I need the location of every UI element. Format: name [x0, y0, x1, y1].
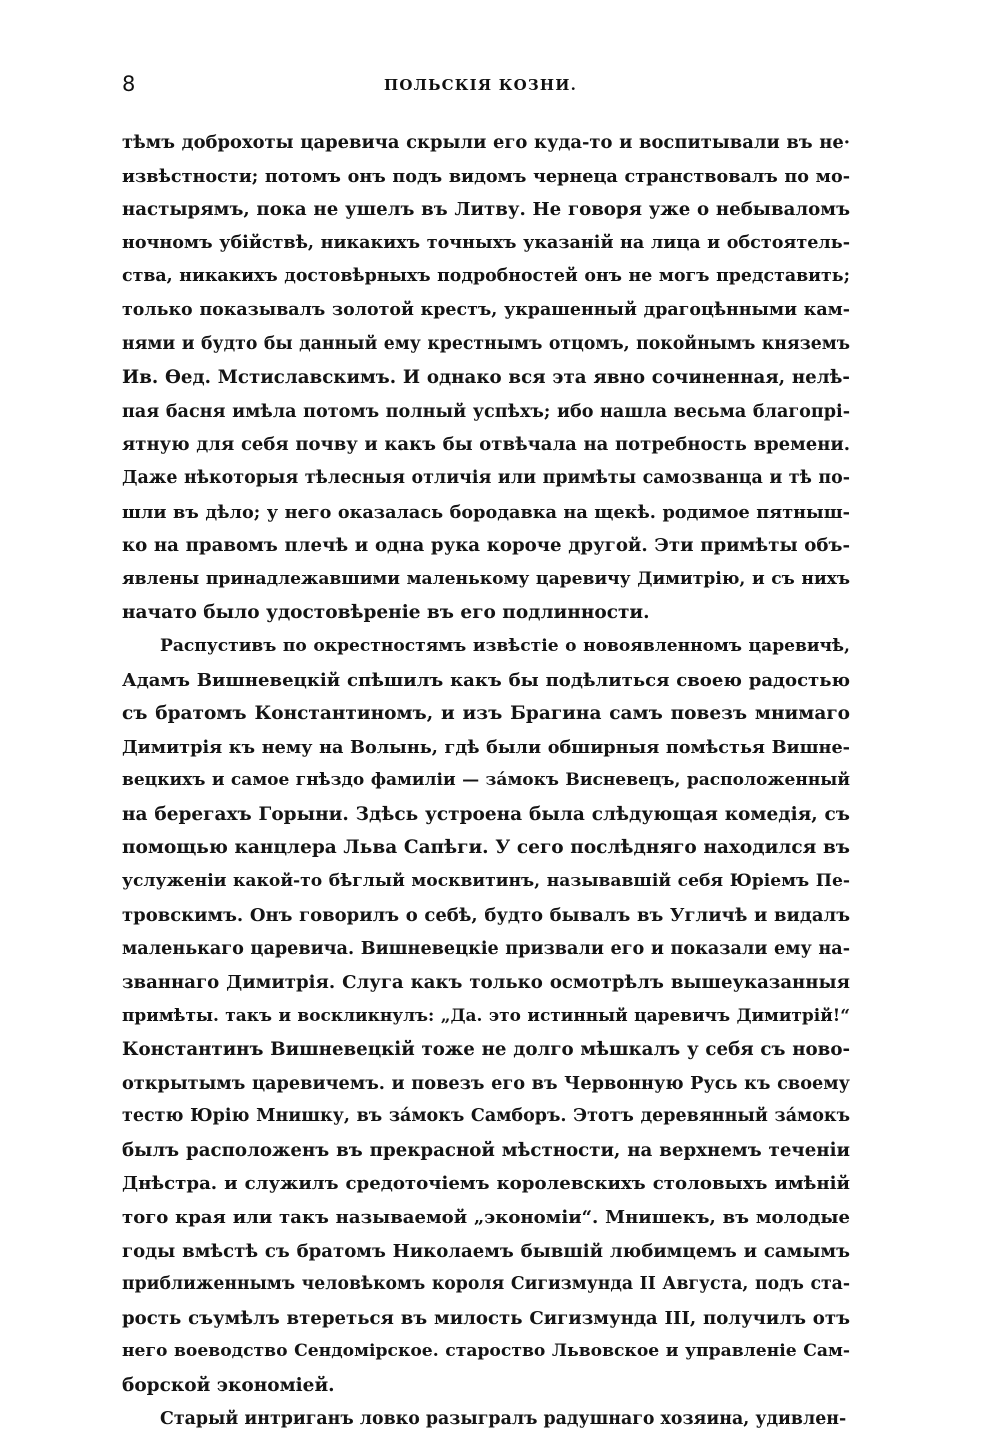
text-line: Старый интриганъ ловко разыгралъ радушнаго хозяина, удивлен- [160, 1408, 847, 1429]
text-line: него воеводство Сендомірское. староство Львовское и управленіе Сам- [122, 1341, 850, 1362]
page-number: 8 [122, 72, 136, 96]
text-line: Адамъ Вишневецкій спѣшилъ какъ бы подѣлиться своею радостью [122, 669, 850, 691]
text-line: ятную для себя почву и какъ бы отвѣчала на потребность времени. [122, 434, 850, 456]
text-line: извѣстности; потомъ онъ подъ видомъ чернеца странствовалъ по мо- [122, 165, 850, 187]
text-line: на берегахъ Горыни. Здѣсь устроена была слѣдующая комедія, съ [122, 803, 850, 825]
text-line: пая басня имѣла потомъ полный успѣхъ; ибо нашла весьма благопрі- [122, 400, 850, 422]
text-line: ночномъ убійствѣ, никакихъ точныхъ указаній на лица и обстоятель- [122, 232, 850, 253]
paragraph [122, 1403, 850, 1436]
paragraph [122, 630, 850, 1403]
text-line: Ив. Ѳед. Мстиславскимъ. И однако вся эта явно сочиненная, нелѣ- [122, 367, 850, 389]
text-line: Димитрія къ нему на Волынь, гдѣ были обширныя помѣстья Вишне- [122, 736, 850, 758]
text-line: настырямъ, пока не ушелъ въ Литву. Не говоря уже о небываломъ [122, 199, 850, 221]
text-line: ства, никакихъ достовѣрныхъ подробностей онъ не могъ представить; [122, 266, 850, 287]
running-title: ПОЛЬСКІЯ КОЗНИ. [384, 76, 578, 94]
text-line: вецкихъ и самое гнѣздо фамиліи — зáмокъ Висневецъ, расположенный [122, 770, 850, 791]
text-line: званнаго Димитрія. Слуга какъ только осмотрѣлъ вышеуказанныя [122, 971, 850, 993]
text-line: былъ расположенъ въ прекрасной мѣстности, на верхнемъ теченіи [122, 1139, 850, 1161]
page-header [122, 72, 848, 104]
text-line: рость съумѣлъ втереться въ милость Сигизмунда III, получилъ отъ [122, 1307, 850, 1329]
text-line: начато было удостовѣреніе въ его подлинности. [122, 602, 650, 624]
text-line: тестю Юрію Мнишку, въ зáмокъ Самборъ. Этотъ деревянный зáмокъ [122, 1106, 850, 1127]
text-line: Константинъ Вишневецкій тоже не долго мѣшкалъ у себя съ ново- [122, 1039, 850, 1061]
text-line: тровскимъ. Онъ говорилъ о себѣ, будто бывалъ въ Угличѣ и видалъ [122, 904, 850, 926]
text-line: приближеннымъ человѣкомъ короля Сигизмунда II Августа, подъ ста- [122, 1274, 850, 1295]
body-text [122, 126, 850, 1436]
text-line: ко на правомъ плечѣ и одна рука короче другой. Эти примѣты объ- [122, 535, 850, 557]
text-line: явлены принадлежавшими маленькому царевичу Димитрію, и съ нихъ [122, 568, 850, 589]
text-line: маленькаго царевича. Вишневецкіе призвали его и показали ему на- [122, 938, 850, 960]
paragraph [122, 126, 850, 630]
text-line: Даже нѣкоторыя тѣлесныя отличія или примѣты самозванца и тѣ по- [122, 467, 850, 488]
text-line: только показывалъ золотой крестъ, украшенный драгоцѣнными кам- [122, 299, 850, 320]
text-line: помощью канцлера Льва Сапѣги. У сего послѣдняго находился въ [122, 837, 850, 859]
text-line: тѣмъ доброхоты царевича скрыли его куда-то и воспитывали въ не· [122, 132, 850, 153]
text-line: шли въ дѣло; у него оказалась бородавка на щекѣ. родимое пятныш- [122, 501, 850, 523]
text-line: услуженіи какой-то бѣглый москвитинъ, называвшій себя Юріемъ Пе- [122, 871, 850, 892]
text-line: Днѣстра. и служилъ средоточіемъ королевскихъ столовыхъ имѣній [122, 1173, 850, 1195]
text-line: того края или такъ называемой „экономіи“. Мнишекъ, въ молодые [122, 1207, 850, 1228]
text-line: открытымъ царевичемъ. и повезъ его въ Червонную Русь къ своему [122, 1072, 850, 1094]
text-line: примѣты. такъ и воскликнулъ: „Да. это истинный царевичъ Димитрій!“ [122, 1005, 850, 1026]
text-line: нями и будто бы данный ему крестнымъ отцомъ, покойнымъ княземъ [122, 333, 850, 354]
text-line: годы вмѣстѣ съ братомъ Николаемъ бывшій любимцемъ и самымъ [122, 1240, 850, 1262]
text-line: съ братомъ Константиномъ, и изъ Брагина самъ повезъ мнимаго [122, 703, 850, 725]
text-line: борской экономіей. [122, 1374, 335, 1396]
text-line: Распустивъ по окрестностямъ извѣстіе о новоявленномъ царевичѣ, [160, 635, 850, 656]
